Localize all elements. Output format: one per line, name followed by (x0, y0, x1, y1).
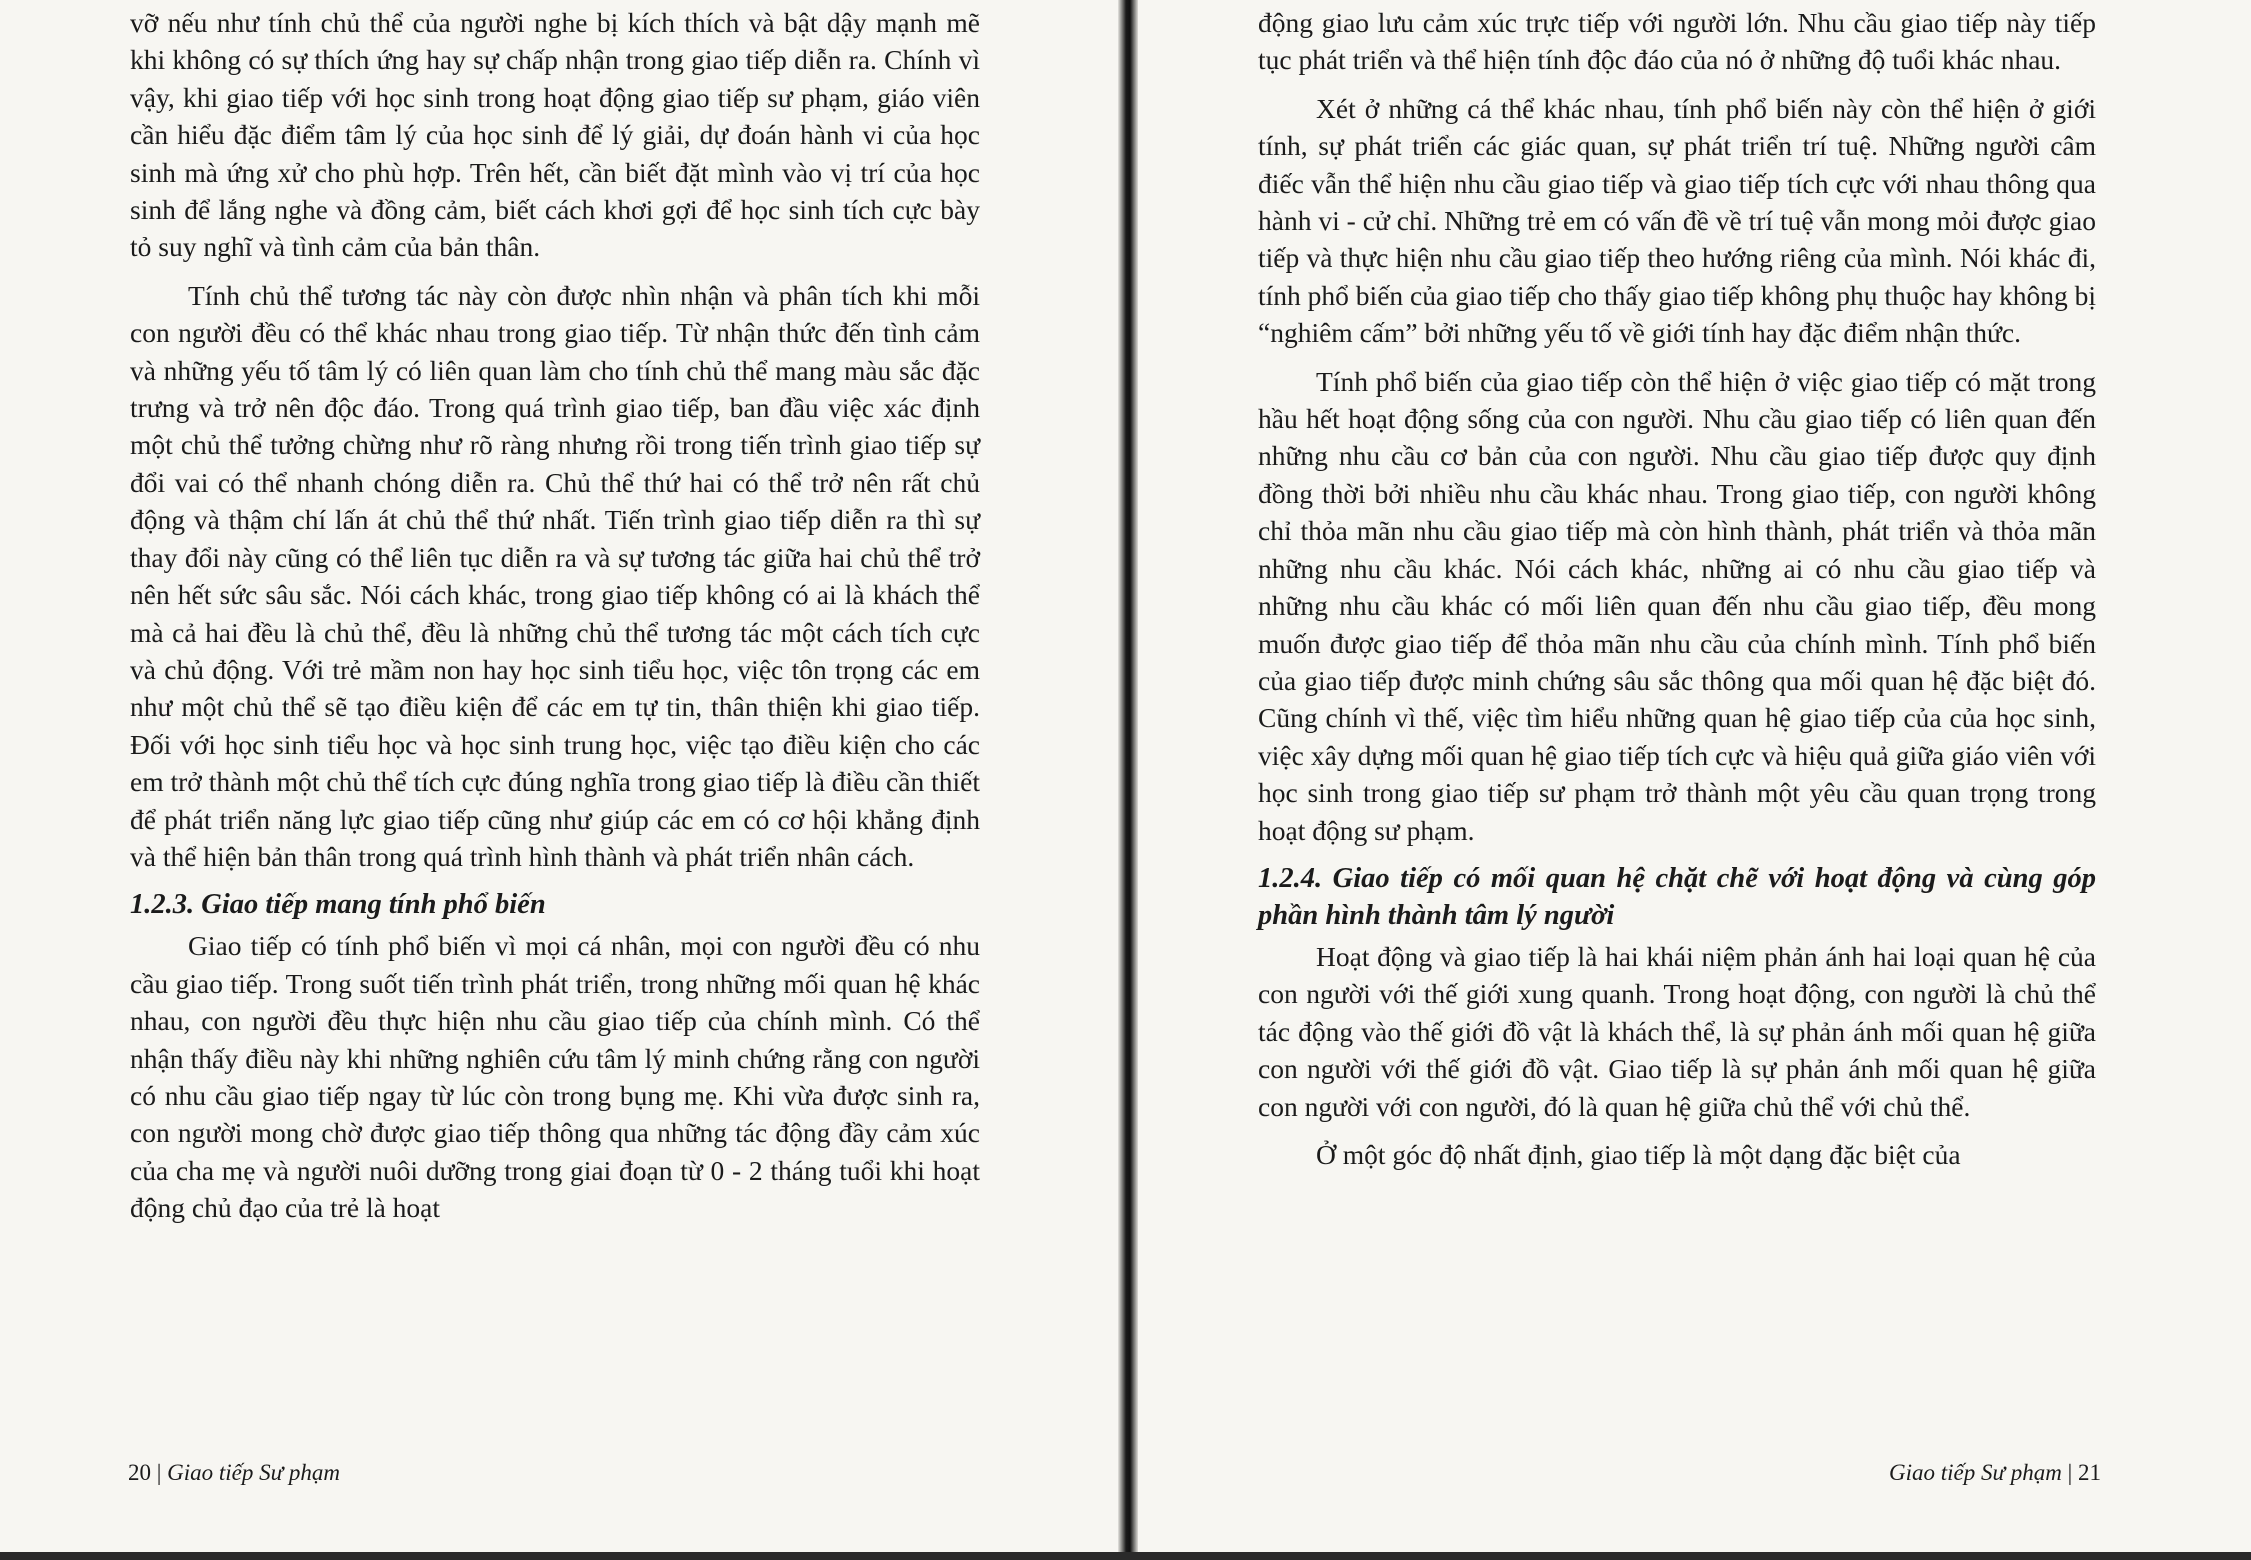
right-page-number: | 21 (2067, 1460, 2101, 1485)
left-book-title: Giao tiếp Sư phạm (167, 1460, 341, 1485)
left-page-number: 20 | (128, 1460, 162, 1485)
right-paragraph-5: Ở một góc độ nhất định, giao tiếp là một dạng đặc biệt của (1316, 1138, 1961, 1170)
right-paragraph-1: động giao lưu cảm xúc trực tiếp với người lớn. Nhu cầu giao tiếp này tiếp tục phát triển và thể hiện tính độc đáo của nó ở những độ tuổi khác nhau. (1258, 7, 2096, 76)
left-page (0, 0, 1118, 1560)
right-paragraph-2: Xét ở những cá thể khác nhau, tính phổ biến này còn thể hiện ở giới tính, sự phát triển các giác quan, sự phát triển trí tuệ. Những người câm điếc vẫn thể hiện nhu cầu giao tiếp và giao tiếp tích cực với nhau thông qua hành vi - cử chỉ. Những trẻ em có vấn đề về trí tuệ vẫn mong mỏi được giao tiếp và thực hiện nhu cầu giao tiếp theo hướng riêng của mình. Nói khác đi, tính phổ biến của giao tiếp cho thấy giao tiếp không phụ thuộc hay không bị “nghiêm cấm” bởi những yếu tố về giới tính hay đặc điểm nhận thức. (1258, 92, 2096, 349)
right-page (1138, 0, 2251, 1560)
left-paragraph-2: Tính chủ thể tương tác này còn được nhìn nhận và phân tích khi mỗi con người đều có thể khác nhau trong giao tiếp. Từ nhận thức đến tình cảm và những yếu tố tâm lý có liên quan làm cho tính chủ thể mang màu sắc đặc trưng và trở nên độc đáo. Trong quá trình giao tiếp, ban đầu việc xác định một chủ thể tưởng chừng như rõ ràng nhưng rồi trong tiến trình giao tiếp sự đổi vai có thể nhanh chóng diễn ra. Chủ thể thứ hai có thể trở nên rất chủ động và thậm chí lấn át chủ thể thứ nhất. Tiến trình giao tiếp diễn ra thì sự thay đổi này cũng có thể liên tục diễn ra và sự tương tác giữa hai chủ thể trở nên hết sức sâu sắc. Nói cách khác, trong giao tiếp không có ai là khách thể mà cả hai đều là chủ thể, đều là những chủ thể tương tác một cách tích cực và chủ động. Với trẻ mầm non hay học sinh tiểu học, việc tôn trọng các em như một chủ thể sẽ tạo điều kiện để các em tự tin, thân thiện khi giao tiếp. Đối với học sinh tiểu học và học sinh trung học, việc tạo điều kiện cho các em trở thành một chủ thể tích cực đúng nghĩa trong giao tiếp là điều cần thiết để phát triển năng lực giao tiếp cũng như giúp các em có cơ hội khẳng định và thể hiện bản thân trong quá trình hình thành và phát triển nhân cách. (130, 279, 980, 872)
section-heading-1-2-3: 1.2.3. Giao tiếp mang tính phổ biến (130, 889, 546, 921)
right-page-body (1258, 4, 2096, 1173)
left-page-body (130, 4, 980, 1227)
left-paragraph-3: Giao tiếp có tính phổ biến vì mọi cá nhân, mọi con người đều có nhu cầu giao tiếp. Trong suốt tiến trình phát triển, trong những mối quan hệ khác nhau, con người đều thực hiện nhu cầu giao tiếp của chính mình. Có thể nhận thấy điều này khi những nghiên cứu tâm lý minh chứng rằng con người có nhu cầu giao tiếp ngay từ lúc còn trong bụng mẹ. Khi vừa được sinh ra, con người mong chờ được giao tiếp thông qua những tác động đầy cảm xúc của cha mẹ và người nuôi dưỡng trong giai đoạn từ 0 - 2 tháng tuổi khi hoạt động chủ đạo của trẻ là hoạt (130, 930, 980, 1224)
section-heading-1-2-4: 1.2.4. Giao tiếp có mối quan hệ chặt chẽ với hoạt động và cùng góp phần hình thành tâm lý người (1258, 862, 2096, 931)
right-paragraph-3: Tính phổ biến của giao tiếp còn thể hiện ở việc giao tiếp có mặt trong hầu hết hoạt động sống của con người. Nhu cầu giao tiếp có liên quan đến những nhu cầu cơ bản của con người. Nhu cầu giao tiếp được quy định đồng thời bởi nhiều nhu cầu khác nhau. Trong giao tiếp, con người không chỉ thỏa mãn nhu cầu giao tiếp mà còn hình thành, phát triển và thỏa mãn những nhu cầu khác. Nói cách khác, những ai có nhu cầu giao tiếp và những nhu cầu khác có mối liên quan đến nhu cầu giao tiếp, đều mong muốn được giao tiếp để thỏa mãn nhu cầu của chính mình. Tính phổ biến của giao tiếp được minh chứng sâu sắc thông qua mối quan hệ đặc biệt đó. Cũng chính vì thế, việc tìm hiểu những quan hệ giao tiếp của của học sinh, việc xây dựng mối quan hệ giao tiếp tích cực và hiệu quả giữa giáo viên với học sinh trong giao tiếp sư phạm trở thành một yêu cầu quan trọng trong hoạt động sư phạm. (1258, 365, 2096, 846)
right-book-title: Giao tiếp Sư phạm (1888, 1460, 2062, 1485)
scan-bottom-edge (0, 1552, 2251, 1560)
left-page-footer (128, 1458, 340, 1488)
right-page-footer (1889, 1458, 2101, 1488)
book-spine (1118, 0, 1138, 1560)
left-paragraph-1: vỡ nếu như tính chủ thể của người nghe bị kích thích và bật dậy mạnh mẽ khi không có sự thích ứng hay sự chấp nhận trong giao tiếp diễn ra. Chính vì vậy, khi giao tiếp với học sinh trong hoạt động giao tiếp sư phạm, giáo viên cần hiểu đặc điểm tâm lý của học sinh để lý giải, dự đoán hành vi của học sinh mà ứng xử cho phù hợp. Trên hết, cần biết đặt mình vào vị trí của học sinh để lắng nghe và đồng cảm, biết cách khơi gợi để học sinh tích cực bày tỏ suy nghĩ và tình cảm của bản thân. (130, 7, 980, 263)
right-paragraph-4: Hoạt động và giao tiếp là hai khái niệm phản ánh hai loại quan hệ của con người với thế giới xung quanh. Trong hoạt động, con người là chủ thể tác động vào thế giới đồ vật là khách thể, là sự phản ánh mối quan hệ giữa con người với thế giới đồ vật. Giao tiếp là sự phản ánh mối quan hệ giữa con người với con người, đó là quan hệ giữa chủ thể với chủ thể. (1258, 940, 2096, 1122)
